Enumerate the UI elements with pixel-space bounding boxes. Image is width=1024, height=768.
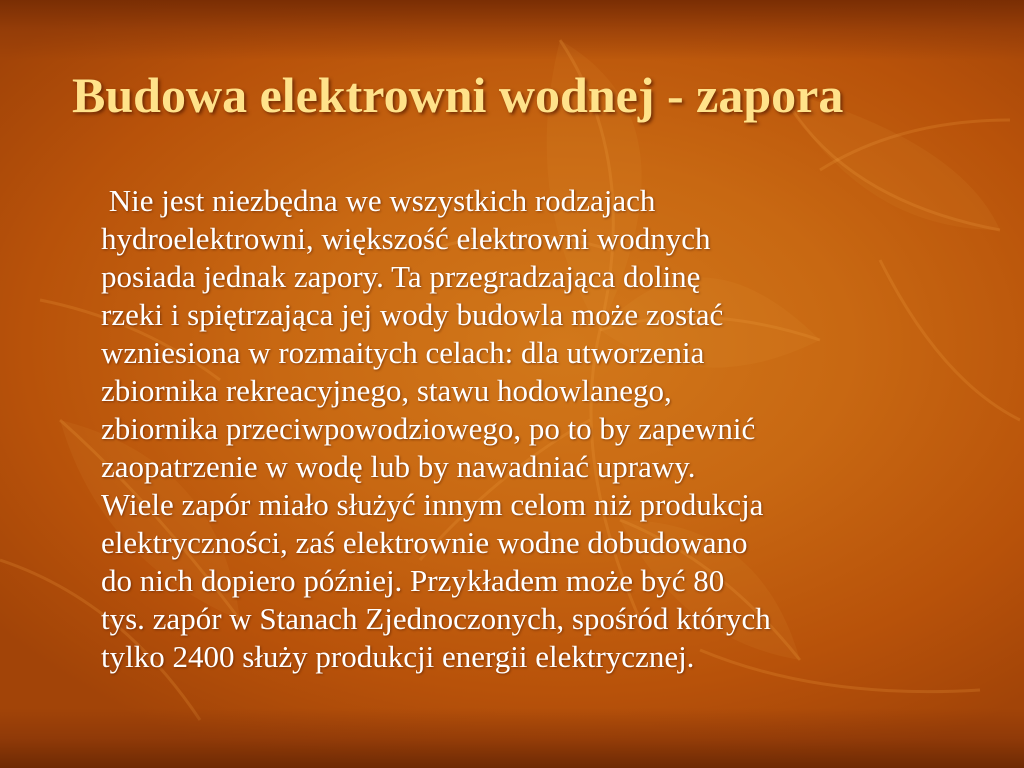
body-line: tylko 2400 służy produkcji energii elektrycznej.: [101, 639, 695, 674]
body-line: zbiornika przeciwpowodziowego, po to by zapewnić: [101, 411, 756, 446]
body-line: elektryczności, zaś elektrownie wodne dobudowano: [101, 525, 748, 560]
body-line: hydroelektrowni, większość elektrowni wodnych: [101, 221, 711, 256]
body-line: do nich dopiero później. Przykładem może być 80: [101, 563, 725, 598]
body-line: Nie jest niezbędna we wszystkich rodzajach: [101, 183, 656, 218]
body-line: zbiornika rekreacyjnego, stawu hodowlanego,: [101, 373, 672, 408]
slide-title: Budowa elektrowni wodnej - zapora: [72, 67, 844, 123]
body-line: wzniesiona w rozmaitych celach: dla utworzenia: [101, 335, 705, 370]
body-line: zaopatrzenie w wodę lub by nawadniać uprawy.: [101, 449, 696, 484]
body-line: rzeki i spiętrzająca jej wody budowla może zostać: [101, 297, 724, 332]
body-line: posiada jednak zapory. Ta przegradzająca dolinę: [101, 259, 701, 294]
body-line: Wiele zapór miało służyć innym celom niż produkcja: [101, 487, 764, 522]
slide-body-text: [101, 182, 981, 676]
body-line: tys. zapór w Stanach Zjednoczonych, spośród których: [101, 601, 771, 636]
